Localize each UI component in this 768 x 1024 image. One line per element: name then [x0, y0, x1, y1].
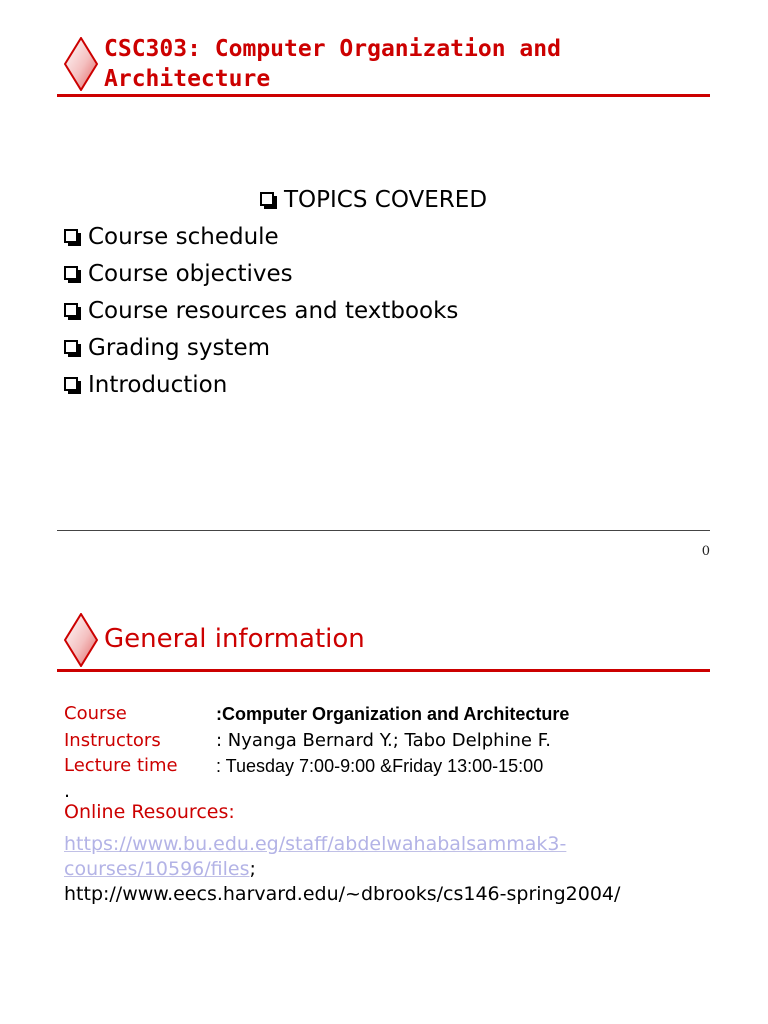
- resource-link-1[interactable]: https://www.bu.edu.eg/staff/abdelwahabalsammak3-: [64, 833, 567, 855]
- slide-divider: [57, 530, 710, 531]
- checkbox-icon: [260, 192, 274, 206]
- instructors-label: Instructors: [64, 730, 161, 751]
- checkbox-icon: [64, 377, 78, 391]
- checkbox-icon: [64, 340, 78, 354]
- checkbox-icon: [64, 303, 78, 317]
- topic-item-text: Introduction: [88, 372, 228, 398]
- slide1-title-rule: [57, 94, 710, 97]
- online-resources-label: Online Resources:: [64, 801, 235, 823]
- slide1-title-line2: Architecture: [104, 66, 271, 92]
- checkbox-icon: [64, 266, 78, 280]
- checkbox-icon: [64, 229, 78, 243]
- course-value: :Computer Organization and Architecture: [216, 704, 570, 724]
- resource-link-2[interactable]: http://www.eecs.harvard.edu/~dbrooks/cs146-spring2004/: [64, 883, 621, 905]
- resource-link-1-continued[interactable]: courses/10596/files: [64, 858, 250, 880]
- topic-item-text: Course objectives: [88, 261, 293, 287]
- slide1-title-line1: CSC303: Computer Organization and: [104, 36, 561, 62]
- lecture-label: Lecture time: [64, 755, 178, 776]
- topic-item: [64, 334, 270, 362]
- semicolon-text: ;: [249, 858, 256, 880]
- topic-item-text: Grading system: [88, 335, 271, 361]
- page-number: 0: [701, 544, 710, 559]
- topic-item: [64, 223, 279, 251]
- resource-link-1-line1[interactable]: [64, 832, 566, 856]
- course-label: Course: [64, 703, 127, 724]
- topic-item-text: Course schedule: [88, 224, 279, 250]
- topics-header: [260, 186, 487, 214]
- resource-link-1-line2[interactable]: [64, 857, 256, 881]
- topics-header-text: TOPICS COVERED: [284, 187, 488, 213]
- topic-item: [64, 371, 227, 399]
- slide2-title-rule: [57, 669, 710, 672]
- dot-text: .: [64, 780, 71, 802]
- instructors-value: : Nyanga Bernard Y.; Tabo Delphine F.: [216, 730, 551, 751]
- topic-item: [64, 260, 293, 288]
- lecture-value: : Tuesday 7:00-9:00 &Friday 13:00-15:00: [216, 756, 544, 776]
- red-diamond-icon: [64, 37, 98, 91]
- slide2-title: General information: [104, 624, 365, 654]
- topic-item-text: Course resources and textbooks: [88, 298, 459, 324]
- slide1-title: [104, 34, 704, 94]
- red-diamond-icon: [64, 613, 98, 667]
- topic-item: [64, 297, 458, 325]
